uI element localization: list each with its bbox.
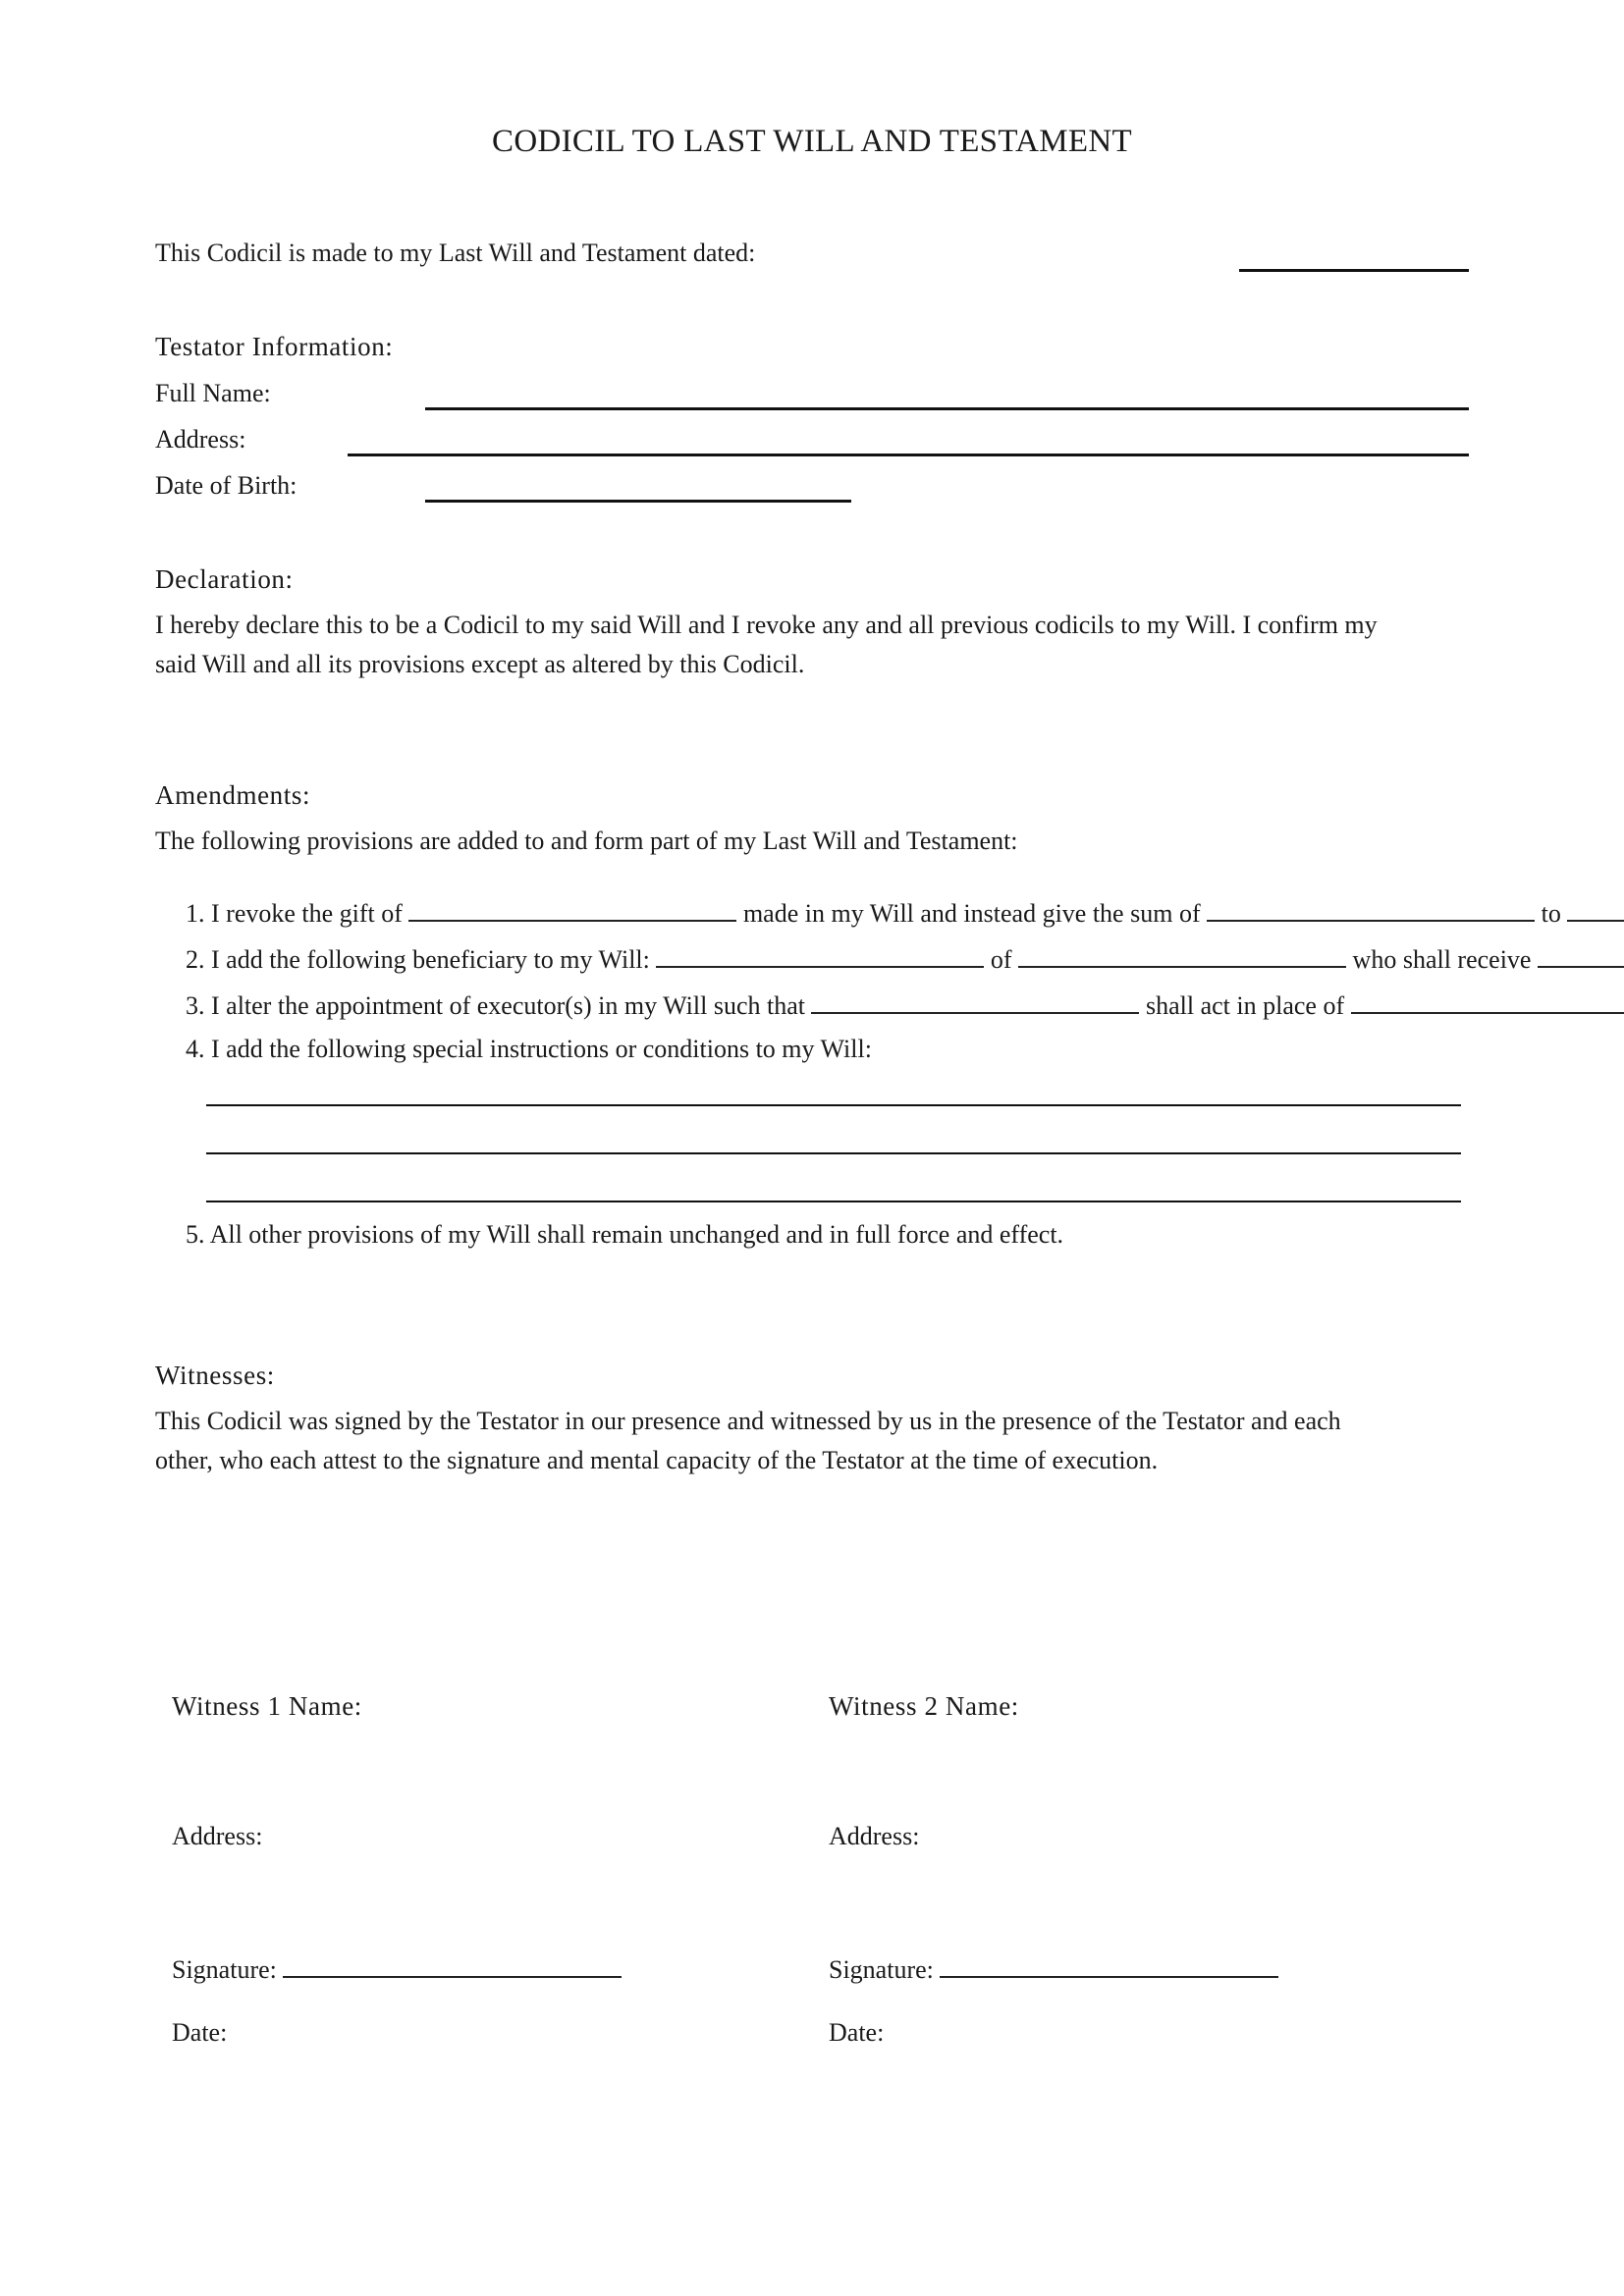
amendment-text: of (990, 945, 1012, 974)
witness-2-date-label: Date: (829, 2018, 885, 2047)
amendments-intro: The following provisions are added to and form part of my Last Will and Testament: (155, 827, 1018, 855)
gift-recipient-field[interactable] (1567, 896, 1624, 922)
witness-1-address-label: Address: (172, 1822, 263, 1850)
testator-section-heading: Testator Information: (155, 332, 394, 361)
amendment-number: 4. (186, 1035, 205, 1063)
amendment-text: to (1541, 899, 1561, 928)
amendment-text: shall act in place of (1145, 991, 1345, 1020)
will-date-field[interactable] (1239, 269, 1469, 272)
beneficiary-name-field[interactable] (656, 942, 984, 968)
beneficiary-address-field[interactable] (1018, 942, 1346, 968)
full-name-field[interactable] (425, 407, 1469, 410)
address-label: Address: (155, 425, 246, 454)
signature-label: Signature: (172, 1955, 277, 1984)
special-instructions-line-3[interactable] (206, 1201, 1461, 1202)
date-of-birth-field[interactable] (425, 500, 851, 503)
amendment-text: I alter the appointment of executor(s) in my Will such that (211, 991, 805, 1020)
amendment-item-4 (186, 1035, 872, 1064)
new-executor-field[interactable] (811, 988, 1139, 1014)
amendment-text: I revoke the gift of (211, 899, 403, 928)
address-field[interactable] (348, 454, 1469, 456)
special-instructions-line-2[interactable] (206, 1152, 1461, 1154)
date-of-birth-label: Date of Birth: (155, 471, 298, 500)
witness-1-signature-field[interactable] (283, 1952, 622, 1978)
amendment-text: made in my Will and instead give the sum of (742, 899, 1201, 928)
witness-1-signature (172, 1952, 622, 1985)
amendment-item-3 (186, 988, 1624, 1021)
witness-2-address-label: Address: (829, 1822, 920, 1850)
amendment-item-2 (186, 942, 1624, 975)
amendment-text: who shall receive (1352, 945, 1532, 974)
amendment-item-1 (186, 896, 1624, 929)
document-title: CODICIL TO LAST WILL AND TESTAMENT (492, 124, 1132, 159)
declaration-line-1: I hereby declare this to be a Codicil to my said Will and I revoke any and all previous codicils to my Will. I confirm my (155, 611, 1378, 639)
special-instructions-line-1[interactable] (206, 1104, 1461, 1106)
amendment-number: 5. (186, 1220, 205, 1249)
witness-1-name-label: Witness 1 Name: (172, 1691, 362, 1721)
amendment-number: 2. (186, 945, 205, 974)
witness-2-signature (829, 1952, 1278, 1985)
full-name-label: Full Name: (155, 379, 271, 407)
amendment-number: 3. (186, 991, 205, 1020)
amendment-number: 1. (186, 899, 205, 928)
gift-sum-field[interactable] (1207, 896, 1535, 922)
codicil-intro-text: This Codicil is made to my Last Will and Testament dated: (155, 239, 756, 267)
declaration-heading: Declaration: (155, 564, 294, 594)
witnesses-line-2: other, who each attest to the signature and mental capacity of the Testator at the time of execution. (155, 1446, 1159, 1474)
beneficiary-gift-field[interactable] (1538, 942, 1624, 968)
witnesses-line-1: This Codicil was signed by the Testator in our presence and witnessed by us in the presence of the Testator and each (155, 1407, 1341, 1435)
amendments-heading: Amendments: (155, 780, 311, 810)
declaration-line-2: said Will and all its provisions except as altered by this Codicil. (155, 650, 805, 678)
revoked-gift-field[interactable] (408, 896, 736, 922)
witness-2-name-label: Witness 2 Name: (829, 1691, 1019, 1721)
amendment-text: I add the following special instructions or conditions to my Will: (211, 1035, 872, 1063)
amendment-text: I add the following beneficiary to my Will: (211, 945, 650, 974)
witnesses-heading: Witnesses: (155, 1361, 275, 1390)
amendment-item-5 (186, 1220, 1063, 1250)
witness-1-date-label: Date: (172, 2018, 228, 2047)
replaced-executor-field[interactable] (1351, 988, 1624, 1014)
witness-2-signature-field[interactable] (940, 1952, 1278, 1978)
signature-label: Signature: (829, 1955, 934, 1984)
amendment-text: All other provisions of my Will shall remain unchanged and in full force and effect. (209, 1220, 1064, 1249)
